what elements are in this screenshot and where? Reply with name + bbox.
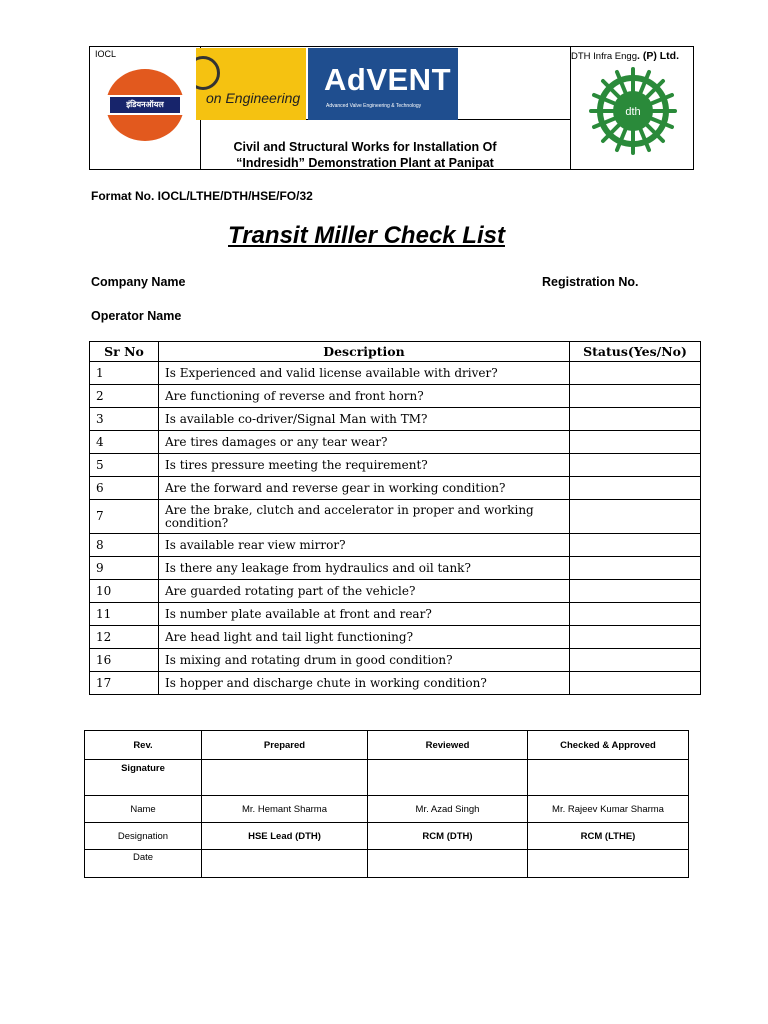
status-cell[interactable] [570, 500, 701, 534]
name-cell: Mr. Rajeev Kumar Sharma [528, 796, 689, 823]
table-row [90, 431, 701, 454]
column-header-sr-no: Sr No [90, 342, 159, 362]
signoff-header-row [85, 731, 689, 760]
sr-no-cell: 16 [90, 649, 159, 672]
description-cell: Is tires pressure meeting the requirement? [159, 454, 570, 477]
operator-name-label: Operator Name [91, 309, 182, 323]
signature-cell[interactable] [368, 760, 528, 796]
status-cell[interactable] [570, 431, 701, 454]
date-cell[interactable] [202, 850, 368, 878]
svg-text:dth: dth [625, 106, 641, 118]
designation-label: Designation [85, 823, 202, 850]
sr-no-cell: 11 [90, 603, 159, 626]
status-cell[interactable] [570, 477, 701, 500]
signature-label: Signature [85, 760, 202, 796]
project-title [200, 139, 530, 171]
description-cell: Is Experienced and valid license available with driver? [159, 362, 570, 385]
status-cell[interactable] [570, 557, 701, 580]
table-row [90, 626, 701, 649]
signoff-table [84, 730, 689, 878]
designation-cell: HSE Lead (DTH) [202, 823, 368, 850]
description-cell: Are the brake, clutch and accelerator in proper and working condition? [159, 500, 570, 534]
prepared-header: Prepared [202, 731, 368, 760]
table-row [90, 385, 701, 408]
name-label: Name [85, 796, 202, 823]
company-name-label: Company Name [91, 275, 186, 289]
date-row [85, 850, 689, 878]
description-cell: Is number plate available at front and rear? [159, 603, 570, 626]
designation-cell: RCM (DTH) [368, 823, 528, 850]
sr-no-cell: 7 [90, 500, 159, 534]
table-row [90, 580, 701, 603]
description-cell: Are head light and tail light functioning? [159, 626, 570, 649]
sr-no-cell: 1 [90, 362, 159, 385]
table-row [90, 362, 701, 385]
status-cell[interactable] [570, 362, 701, 385]
format-number: Format No. IOCL/LTHE/DTH/HSE/FO/32 [91, 189, 313, 203]
sr-no-cell: 2 [90, 385, 159, 408]
description-cell: Is available rear view mirror? [159, 534, 570, 557]
sr-no-cell: 17 [90, 672, 159, 695]
checklist-header-row [90, 342, 701, 362]
table-row [90, 672, 701, 695]
name-cell: Mr. Hemant Sharma [202, 796, 368, 823]
table-row [90, 649, 701, 672]
signature-cell[interactable] [202, 760, 368, 796]
description-cell: Are tires damages or any tear wear? [159, 431, 570, 454]
lt-logo: on Engineering [196, 48, 306, 120]
checked-approved-header: Checked & Approved [528, 731, 689, 760]
name-cell: Mr. Azad Singh [368, 796, 528, 823]
project-title-line-1: Civil and Structural Works for Installation Of [233, 140, 497, 154]
sr-no-cell: 4 [90, 431, 159, 454]
designation-cell: RCM (LTHE) [528, 823, 689, 850]
dth-logo-cell [570, 47, 694, 169]
signature-cell[interactable] [528, 760, 689, 796]
table-row [90, 557, 701, 580]
status-cell[interactable] [570, 385, 701, 408]
sr-no-cell: 9 [90, 557, 159, 580]
rev-header: Rev. [85, 731, 202, 760]
table-row [90, 534, 701, 557]
sr-no-cell: 3 [90, 408, 159, 431]
description-cell: Is hopper and discharge chute in working condition? [159, 672, 570, 695]
reviewed-header: Reviewed [368, 731, 528, 760]
status-cell[interactable] [570, 454, 701, 477]
date-cell[interactable] [368, 850, 528, 878]
advent-logo: AdVENT Advanced Valve Engineering & Technology [308, 48, 458, 120]
column-header-status: Status(Yes/No) [570, 342, 701, 362]
project-title-line-2: “Indresidh” Demonstration Plant at Panipat [236, 156, 494, 170]
sr-no-cell: 5 [90, 454, 159, 477]
table-row [90, 500, 701, 534]
status-cell[interactable] [570, 649, 701, 672]
registration-no-label: Registration No. [542, 275, 639, 289]
status-cell[interactable] [570, 580, 701, 603]
signature-row [85, 760, 689, 796]
name-row [85, 796, 689, 823]
checklist-table [89, 341, 701, 695]
table-row [90, 454, 701, 477]
status-cell[interactable] [570, 603, 701, 626]
description-cell: Are the forward and reverse gear in working condition? [159, 477, 570, 500]
iocl-logo-cell [90, 47, 201, 169]
sr-no-cell: 8 [90, 534, 159, 557]
table-row [90, 603, 701, 626]
sr-no-cell: 10 [90, 580, 159, 603]
status-cell[interactable] [570, 408, 701, 431]
description-cell: Are guarded rotating part of the vehicle? [159, 580, 570, 603]
designation-row [85, 823, 689, 850]
date-cell[interactable] [528, 850, 689, 878]
column-header-description: Description [159, 342, 570, 362]
description-cell: Are functioning of reverse and front horn? [159, 385, 570, 408]
iocl-logo-text: इंडियनऑयल [110, 97, 180, 113]
iocl-label: IOCL [95, 49, 117, 59]
description-cell: Is mixing and rotating drum in good condition? [159, 649, 570, 672]
description-cell: Is available co-driver/Signal Man with TM? [159, 408, 570, 431]
date-label: Date [85, 850, 202, 878]
page-title: Transit Miller Check List [228, 222, 505, 249]
dth-label: DTH Infra Engg. (P) Ltd. [571, 50, 679, 62]
dth-wheel-logo [587, 65, 679, 157]
status-cell[interactable] [570, 534, 701, 557]
status-cell[interactable] [570, 672, 701, 695]
table-row [90, 408, 701, 431]
table-row [90, 477, 701, 500]
description-cell: Is there any leakage from hydraulics and oil tank? [159, 557, 570, 580]
status-cell[interactable] [570, 626, 701, 649]
iocl-logo [106, 69, 184, 141]
sr-no-cell: 12 [90, 626, 159, 649]
sr-no-cell: 6 [90, 477, 159, 500]
